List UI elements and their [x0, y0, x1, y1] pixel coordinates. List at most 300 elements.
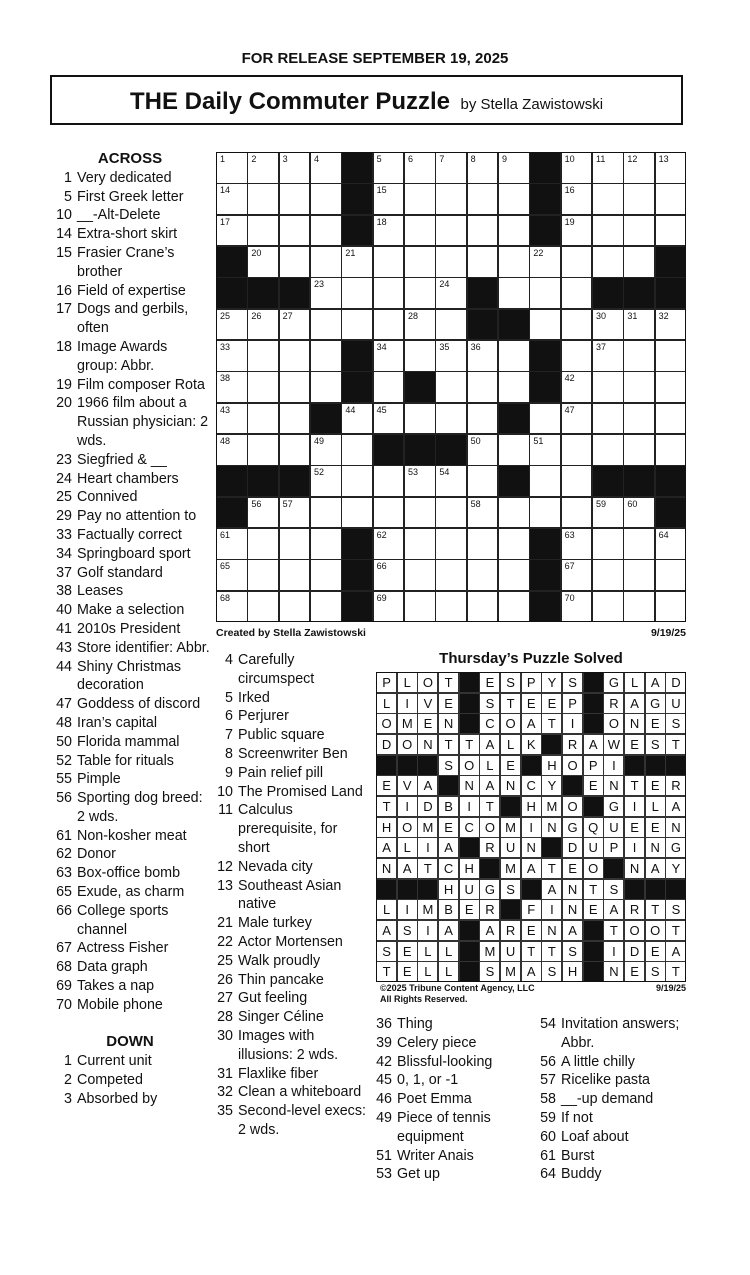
solution-letter: D: [624, 941, 645, 962]
grid-cell: [592, 497, 624, 529]
grid-cell: [623, 215, 655, 247]
black-square: [459, 693, 480, 714]
solution-letter: T: [603, 920, 624, 941]
solution-letter: A: [665, 796, 686, 817]
cell-number: 53: [408, 467, 419, 478]
solution-date: 9/19/25: [655, 983, 686, 993]
grid-cell: [404, 277, 436, 309]
grid-cell: [623, 497, 655, 529]
clue-number: 46: [376, 1091, 392, 1108]
cell-number: 5: [376, 154, 382, 164]
solution-letter: H: [562, 961, 583, 982]
solution-letter: N: [562, 899, 583, 920]
solution-letter: M: [500, 858, 521, 879]
clue-number: 35: [217, 1103, 233, 1120]
solution-letter: T: [438, 734, 459, 755]
black-square: [624, 755, 645, 776]
clue-number: 9: [225, 764, 233, 781]
clue-text: Iran’s capital: [77, 714, 158, 731]
across-clue: [50, 939, 210, 958]
down-clue: [50, 1071, 210, 1090]
solution-letter: I: [562, 713, 583, 734]
solution-letter: A: [479, 920, 500, 941]
black-square: [341, 528, 373, 560]
grid-cell: [404, 497, 436, 529]
clue-number: 57: [540, 1072, 556, 1089]
clue-number: 7: [225, 727, 233, 744]
across-clue: [50, 338, 210, 376]
across-clue: [50, 845, 210, 864]
grid-cell: [341, 246, 373, 278]
grid-cell: [216, 559, 248, 591]
cell-number: 27: [282, 310, 293, 321]
down-clue: [538, 1128, 708, 1147]
clue-text: Competed: [77, 1072, 143, 1089]
clue-text: Get up: [397, 1166, 440, 1183]
solution-letter: D: [665, 672, 686, 693]
grid-cell: [404, 340, 436, 372]
grid-cell: [498, 591, 530, 623]
cell-number: 1: [220, 154, 226, 164]
clue-text: Make a selection: [77, 602, 185, 619]
clue-number: 54: [540, 1016, 556, 1032]
black-square: [645, 879, 666, 900]
grid-cell: [623, 183, 655, 215]
cell-number: 54: [439, 467, 450, 478]
solution-letter: T: [376, 961, 397, 982]
clue-text: Blissful-looking: [397, 1053, 493, 1070]
grid-cell: [373, 340, 405, 372]
down-clue: [50, 1052, 210, 1071]
clue-text: Nevada city: [238, 858, 313, 875]
cell-number: 65: [220, 561, 231, 572]
clue-number: 60: [540, 1128, 556, 1145]
clue-number: 70: [56, 996, 72, 1013]
solution-letter: T: [645, 899, 666, 920]
grid-cell: [655, 183, 687, 215]
grid-cell: [279, 183, 311, 215]
solution-letter: P: [583, 755, 604, 776]
across-clue: [50, 827, 210, 846]
grid-cell: [592, 591, 624, 623]
solution-letter: E: [645, 775, 666, 796]
black-square: [500, 796, 521, 817]
grid-cell: [498, 497, 530, 529]
clue-number: 33: [56, 526, 72, 543]
clue-text: Thin pancake: [238, 971, 324, 988]
down-clue: [214, 1102, 369, 1140]
solution-letter: E: [397, 961, 418, 982]
black-square: [341, 183, 373, 215]
black-square: [247, 465, 279, 497]
clue-text: Box-office bomb: [77, 865, 181, 882]
black-square: [279, 465, 311, 497]
grid-cell: [247, 215, 279, 247]
solution-letter: I: [397, 796, 418, 817]
down-clue: [214, 933, 369, 952]
grid-cell: [310, 497, 342, 529]
grid-cell: [279, 246, 311, 278]
clue-number: 34: [56, 545, 72, 562]
black-square: [498, 465, 530, 497]
black-square: [397, 879, 418, 900]
grid-cell: [498, 528, 530, 560]
grid-cell: [247, 152, 279, 184]
solution-letter: M: [500, 961, 521, 982]
across-clue: [50, 470, 210, 489]
solution-letter: E: [645, 941, 666, 962]
cell-number: 56: [251, 498, 262, 509]
solution-letter: H: [376, 817, 397, 838]
black-square: [279, 277, 311, 309]
down-clue: [214, 707, 369, 726]
grid-cell: [467, 403, 499, 435]
across-clue: [50, 244, 210, 282]
cell-number: 36: [470, 342, 481, 352]
solution-letter: H: [541, 755, 562, 776]
clue-number: 56: [540, 1053, 556, 1070]
clue-text: Current unit: [77, 1053, 152, 1070]
clue-text: Actor Mortensen: [238, 933, 343, 950]
clue-number: 15: [56, 244, 72, 261]
clue-number: 22: [217, 933, 233, 950]
grid-cell: [623, 434, 655, 466]
cell-number: 57: [282, 498, 293, 509]
clue-number: 20: [56, 395, 72, 412]
cell-number: 44: [345, 404, 356, 415]
clue-number: 58: [540, 1091, 556, 1108]
clue-text: Connived: [77, 489, 138, 506]
grid-cell: [561, 246, 593, 278]
across-clue: [50, 601, 210, 620]
clue-text: Leases: [77, 583, 124, 600]
clue-text: First Greek letter: [77, 188, 184, 205]
clue-number: 44: [56, 658, 72, 675]
clue-text: Goddess of discord: [77, 696, 201, 713]
clue-number: 18: [56, 338, 72, 355]
clue-number: 47: [56, 696, 72, 713]
solution-letter: N: [500, 775, 521, 796]
black-square: [341, 340, 373, 372]
down-clue: [214, 783, 369, 802]
grid-cell: [279, 309, 311, 341]
black-square: [376, 879, 397, 900]
cell-number: 24: [439, 279, 450, 290]
solution-letter: C: [459, 817, 480, 838]
grid-cell: [623, 403, 655, 435]
grid-cell: [341, 434, 373, 466]
solution-letter: D: [562, 837, 583, 858]
clue-text: 2010s President: [77, 620, 181, 637]
grid-cell: [279, 215, 311, 247]
cell-number: 6: [408, 154, 414, 164]
solution-letter: M: [479, 941, 500, 962]
clue-number: 45: [376, 1072, 392, 1089]
cell-number: 63: [564, 530, 575, 540]
grid-cell: [498, 340, 530, 372]
grid-cell: [623, 528, 655, 560]
solution-letter: N: [562, 879, 583, 900]
solution-letter: N: [645, 837, 666, 858]
cell-number: 21: [345, 248, 356, 258]
solution-letter: E: [438, 817, 459, 838]
black-square: [583, 941, 604, 962]
solution-letter: O: [500, 713, 521, 734]
grid-cell: [623, 559, 655, 591]
down-clue: [374, 1034, 534, 1053]
grid-cell: [592, 152, 624, 184]
solution-letter: P: [376, 672, 397, 693]
solution-letter: S: [645, 961, 666, 982]
clue-number: 28: [217, 1009, 233, 1026]
down-clue: [374, 1090, 534, 1109]
solution-letter: N: [624, 713, 645, 734]
rights: All Rights Reserved.: [380, 993, 468, 1004]
grid-cell: [467, 559, 499, 591]
clue-number: 1: [64, 169, 72, 186]
solution-letter: T: [665, 961, 686, 982]
black-square: [341, 559, 373, 591]
cell-number: 15: [376, 185, 387, 196]
grid-cell: [373, 152, 405, 184]
grid-cell: [310, 434, 342, 466]
clue-text: Southeast Asian native: [238, 877, 342, 913]
solution-letter: H: [438, 879, 459, 900]
solution-letter: O: [562, 796, 583, 817]
solution-letter: S: [562, 672, 583, 693]
grid-cell: [247, 591, 279, 623]
clue-text: Calculus prerequisite, for short: [238, 802, 338, 856]
cell-number: 12: [627, 154, 638, 164]
cell-number: 3: [282, 154, 288, 164]
clue-number: 16: [56, 282, 72, 299]
solution-letter: U: [583, 837, 604, 858]
clue-text: Male turkey: [238, 915, 312, 932]
grid-cell: [247, 434, 279, 466]
across-clue: [50, 545, 210, 564]
solution-letter: A: [479, 775, 500, 796]
grid-cell: [404, 591, 436, 623]
grid-cell: [529, 434, 561, 466]
solution-letter: Q: [583, 817, 604, 838]
clue-number: 37: [56, 564, 72, 581]
grid-cell: [373, 528, 405, 560]
clue-number: 49: [376, 1109, 392, 1126]
black-square: [438, 775, 459, 796]
grid-cell: [216, 434, 248, 466]
black-square: [341, 215, 373, 247]
grid-cell: [279, 497, 311, 529]
black-square: [592, 277, 624, 309]
puzzle-title: THE Daily Commuter Puzzle: [129, 88, 451, 115]
clue-text: The Promised Land: [238, 783, 363, 800]
grid-cell: [467, 591, 499, 623]
grid-cell: [561, 371, 593, 403]
across-clue: [50, 658, 210, 696]
grid-cell: [529, 309, 561, 341]
solution-letter: D: [417, 796, 438, 817]
across-clue: [50, 564, 210, 583]
solution-letter: R: [500, 920, 521, 941]
black-square: [459, 941, 480, 962]
solution-letter: L: [397, 837, 418, 858]
solution-letter: O: [459, 755, 480, 776]
cell-number: 20: [251, 248, 262, 258]
solution-letter: H: [459, 858, 480, 879]
clue-number: 52: [56, 752, 72, 769]
solution-letter: E: [541, 693, 562, 714]
solution-letter: E: [376, 775, 397, 796]
solution-letter: P: [521, 672, 542, 693]
grid-cell: [467, 152, 499, 184]
clue-number: 39: [376, 1034, 392, 1051]
solution-letter: E: [459, 899, 480, 920]
solution-letter: B: [438, 796, 459, 817]
clue-text: Very dedicated: [77, 169, 172, 186]
release-date: FOR RELEASE SEPTEMBER 19, 2025: [241, 50, 509, 67]
black-square: [583, 693, 604, 714]
solution-letter: B: [438, 899, 459, 920]
down-clue: [538, 1090, 708, 1109]
solution-letter: T: [541, 713, 562, 734]
solution-letter: U: [665, 693, 686, 714]
clue-text: 1966 film about a Russian physician: 2 wds.: [77, 395, 209, 449]
solution-letter: T: [376, 796, 397, 817]
clue-number: 42: [376, 1053, 392, 1070]
solution-letter: M: [417, 817, 438, 838]
grid-cell: [404, 309, 436, 341]
black-square: [459, 961, 480, 982]
solution-letter: S: [376, 941, 397, 962]
clue-number: 26: [217, 971, 233, 988]
down-clue: [538, 1165, 708, 1184]
solution-letter: A: [645, 672, 666, 693]
solution-letter: R: [479, 899, 500, 920]
solution-letter: T: [417, 858, 438, 879]
grid-cell: [247, 309, 279, 341]
grid-cell: [247, 559, 279, 591]
solution-letter: I: [397, 693, 418, 714]
solution-letter: S: [479, 693, 500, 714]
grid-cell: [373, 465, 405, 497]
grid-cell: [310, 152, 342, 184]
cell-number: 48: [220, 436, 231, 446]
clue-number: 61: [56, 827, 72, 844]
black-square: [467, 277, 499, 309]
cell-number: 68: [220, 592, 231, 603]
solution-letter: E: [521, 693, 542, 714]
solution-letter: E: [645, 817, 666, 838]
solution-letter: O: [397, 817, 418, 838]
clue-text: Irked: [238, 689, 270, 706]
cell-number: 50: [470, 436, 481, 446]
grid-cell: [404, 465, 436, 497]
across-clue: [50, 582, 210, 601]
clue-number: 23: [56, 451, 72, 468]
clue-number: 4: [225, 652, 233, 668]
clue-number: 8: [225, 745, 233, 762]
grid-cell: [404, 246, 436, 278]
grid-cell: [623, 340, 655, 372]
grid-cell: [247, 246, 279, 278]
across-clue: [50, 488, 210, 507]
solution-letter: N: [459, 775, 480, 796]
solution-letter: G: [665, 837, 686, 858]
grid-cell: [247, 183, 279, 215]
across-clue: [50, 789, 210, 827]
clue-number: 12: [217, 858, 233, 875]
solution-letter: R: [562, 734, 583, 755]
clue-text: Gut feeling: [238, 990, 308, 1007]
black-square: [404, 371, 436, 403]
cell-number: 7: [439, 154, 445, 164]
clue-text: Burst: [561, 1147, 595, 1164]
grid-cell: [310, 528, 342, 560]
cell-number: 60: [627, 498, 638, 509]
cell-number: 37: [596, 342, 607, 352]
grid-cell: [310, 246, 342, 278]
solution-letter: S: [479, 961, 500, 982]
clue-column-4: [538, 1015, 708, 1184]
grid-cell: [310, 277, 342, 309]
solution-letter: G: [645, 693, 666, 714]
grid-cell: [529, 497, 561, 529]
black-square: [583, 920, 604, 941]
cell-number: 4: [314, 154, 320, 164]
down-clue: [538, 1147, 708, 1166]
grid-cell: [655, 528, 687, 560]
grid-cell: [216, 183, 248, 215]
grid-cell: [279, 371, 311, 403]
grid-cell: [467, 434, 499, 466]
grid-cell: [404, 152, 436, 184]
black-square: [417, 879, 438, 900]
solution-letter: E: [397, 941, 418, 962]
grid-cell: [623, 371, 655, 403]
clue-text: Singer Céline: [238, 1009, 324, 1026]
black-square: [529, 340, 561, 372]
down-clue: [214, 858, 369, 877]
solution-letter: E: [479, 672, 500, 693]
grid-cell: [529, 465, 561, 497]
clue-number: 36: [376, 1016, 392, 1032]
solution-letter: L: [376, 899, 397, 920]
solution-letter: T: [479, 796, 500, 817]
solution-letter: A: [541, 879, 562, 900]
solution-letter: Y: [541, 672, 562, 693]
solution-letter: I: [541, 899, 562, 920]
grid-cell: [592, 434, 624, 466]
clue-text: Field of expertise: [77, 282, 186, 299]
grid-cell: [279, 559, 311, 591]
solution-letter: C: [521, 775, 542, 796]
across-clue: [50, 526, 210, 545]
down-clue: [214, 764, 369, 783]
grid-cell: [467, 340, 499, 372]
solution-letter: A: [521, 858, 542, 879]
grid-cell: [592, 215, 624, 247]
black-square: [459, 672, 480, 693]
grid-cell: [435, 215, 467, 247]
clue-text: Film composer Rota: [77, 376, 205, 393]
solution-letter: S: [541, 961, 562, 982]
grid-cell: [435, 371, 467, 403]
solution-letter: Y: [541, 775, 562, 796]
grid-cell: [623, 152, 655, 184]
grid-cell: [498, 183, 530, 215]
grid-cell: [561, 215, 593, 247]
clue-number: 5: [64, 188, 72, 205]
